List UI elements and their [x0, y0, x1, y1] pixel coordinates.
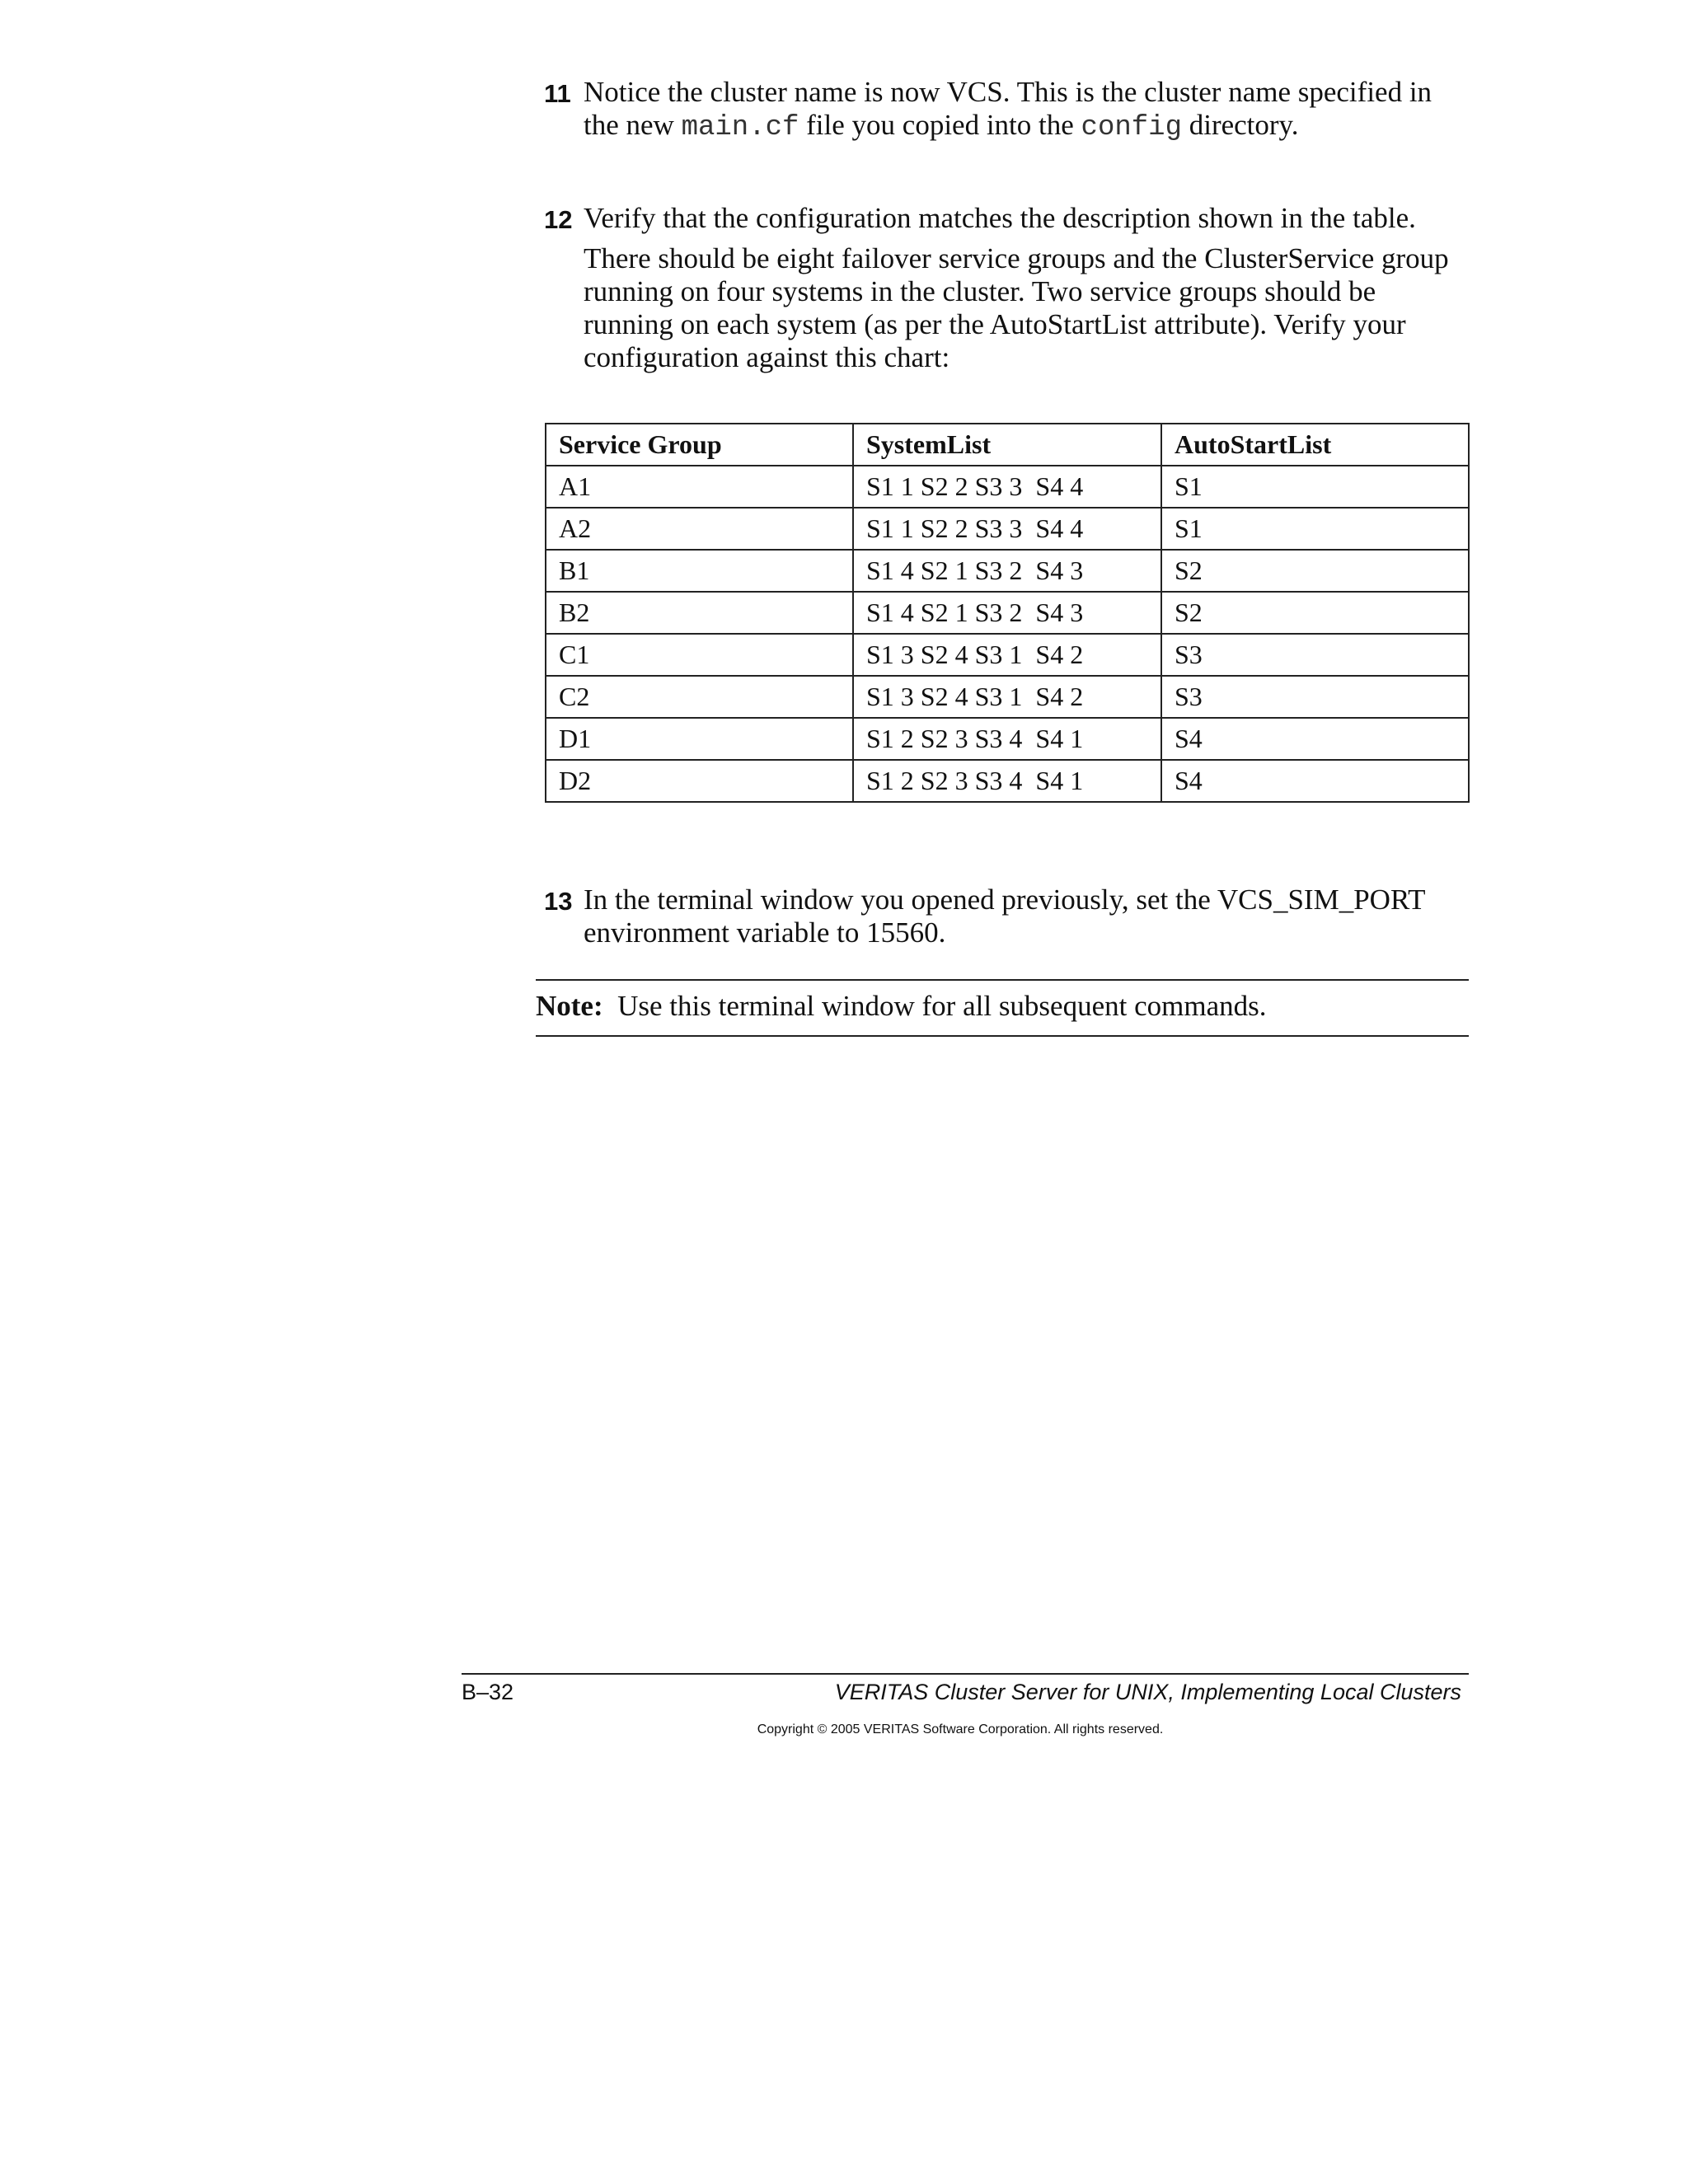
table-row — [546, 718, 1469, 760]
table-cell: S4 — [1161, 718, 1469, 760]
step-text — [584, 76, 1467, 144]
table-row — [546, 634, 1469, 676]
step-paragraph: There should be eight failover service groups and the ClusterService group running on four systems in the cluster. Two service groups should be running on each system (as per the AutoStartList attribute). Verify your configuration against this chart: — [584, 242, 1449, 373]
note-text: Use this terminal window for all subsequent commands. — [617, 990, 1267, 1022]
table-cell: S1 3 S2 4 S3 1 S4 2 — [853, 634, 1161, 676]
step-text-part: Notice the cluster name is now VCS. This is the cluster name specified in the new — [584, 76, 1432, 141]
table-cell: S1 1 S2 2 S3 3 S4 4 — [853, 466, 1161, 508]
table-cell: S2 — [1161, 550, 1469, 592]
step-number: 12 — [544, 205, 573, 234]
table-cell: S1 3 S2 4 S3 1 S4 2 — [853, 676, 1161, 718]
table-cell: S3 — [1161, 676, 1469, 718]
page-number: B–32 — [462, 1680, 514, 1704]
table-cell: S1 4 S2 1 S3 2 S4 3 — [853, 550, 1161, 592]
table-cell: D2 — [546, 760, 853, 802]
step-11 — [544, 76, 1467, 150]
note — [536, 990, 1267, 1023]
book-title: VERITAS Cluster Server for UNIX, Implementing Local Clusters — [834, 1680, 1461, 1704]
note-bottom-rule — [536, 1035, 1469, 1037]
table-cell: A1 — [546, 466, 853, 508]
table-cell: C1 — [546, 634, 853, 676]
table-row — [546, 760, 1469, 802]
step-12 — [544, 202, 1467, 383]
table-cell: S1 2 S2 3 S3 4 S4 1 — [853, 760, 1161, 802]
step-line: Verify that the configuration matches the description shown in the table. — [584, 202, 1416, 234]
code-directory: config — [1081, 112, 1182, 143]
step-text — [584, 202, 1467, 374]
step-text-part: file you copied into the — [799, 109, 1081, 141]
service-group-table — [545, 423, 1470, 803]
table-cell: C2 — [546, 676, 853, 718]
footer-rule — [462, 1673, 1469, 1675]
table-row — [546, 592, 1469, 634]
table-cell: S1 1 S2 2 S3 3 S4 4 — [853, 508, 1161, 550]
step-number: 11 — [544, 79, 571, 108]
table-cell: S1 — [1161, 466, 1469, 508]
step-number: 13 — [544, 887, 573, 916]
table-cell: S2 — [1161, 592, 1469, 634]
table-cell: S1 2 S2 3 S3 4 S4 1 — [853, 718, 1161, 760]
column-header-autostartlist: AutoStartList — [1161, 424, 1469, 466]
step-paragraph: In the terminal window you opened previously, set the VCS_SIM_PORT environment variable to 15560. — [584, 883, 1425, 949]
code-filename: main.cf — [681, 112, 799, 143]
table-cell: S4 — [1161, 760, 1469, 802]
table-cell: S1 — [1161, 508, 1469, 550]
step-text — [584, 883, 1467, 949]
column-header-service-group: Service Group — [546, 424, 853, 466]
table-cell: B1 — [546, 550, 853, 592]
table-row — [546, 676, 1469, 718]
table-row — [546, 550, 1469, 592]
note-top-rule — [536, 979, 1469, 981]
table-cell: S1 4 S2 1 S3 2 S4 3 — [853, 592, 1161, 634]
table-cell: S3 — [1161, 634, 1469, 676]
table-cell: B2 — [546, 592, 853, 634]
table-row — [546, 508, 1469, 550]
note-label: Note: — [536, 990, 603, 1022]
table-cell: D1 — [546, 718, 853, 760]
table-cell: A2 — [546, 508, 853, 550]
column-header-systemlist: SystemList — [853, 424, 1161, 466]
step-text-part: directory. — [1181, 109, 1299, 141]
copyright-notice: Copyright © 2005 VERITAS Software Corporation. All rights reserved. — [757, 1722, 1164, 1736]
table-row — [546, 466, 1469, 508]
step-13 — [544, 883, 1467, 958]
table-header-row — [546, 424, 1469, 466]
